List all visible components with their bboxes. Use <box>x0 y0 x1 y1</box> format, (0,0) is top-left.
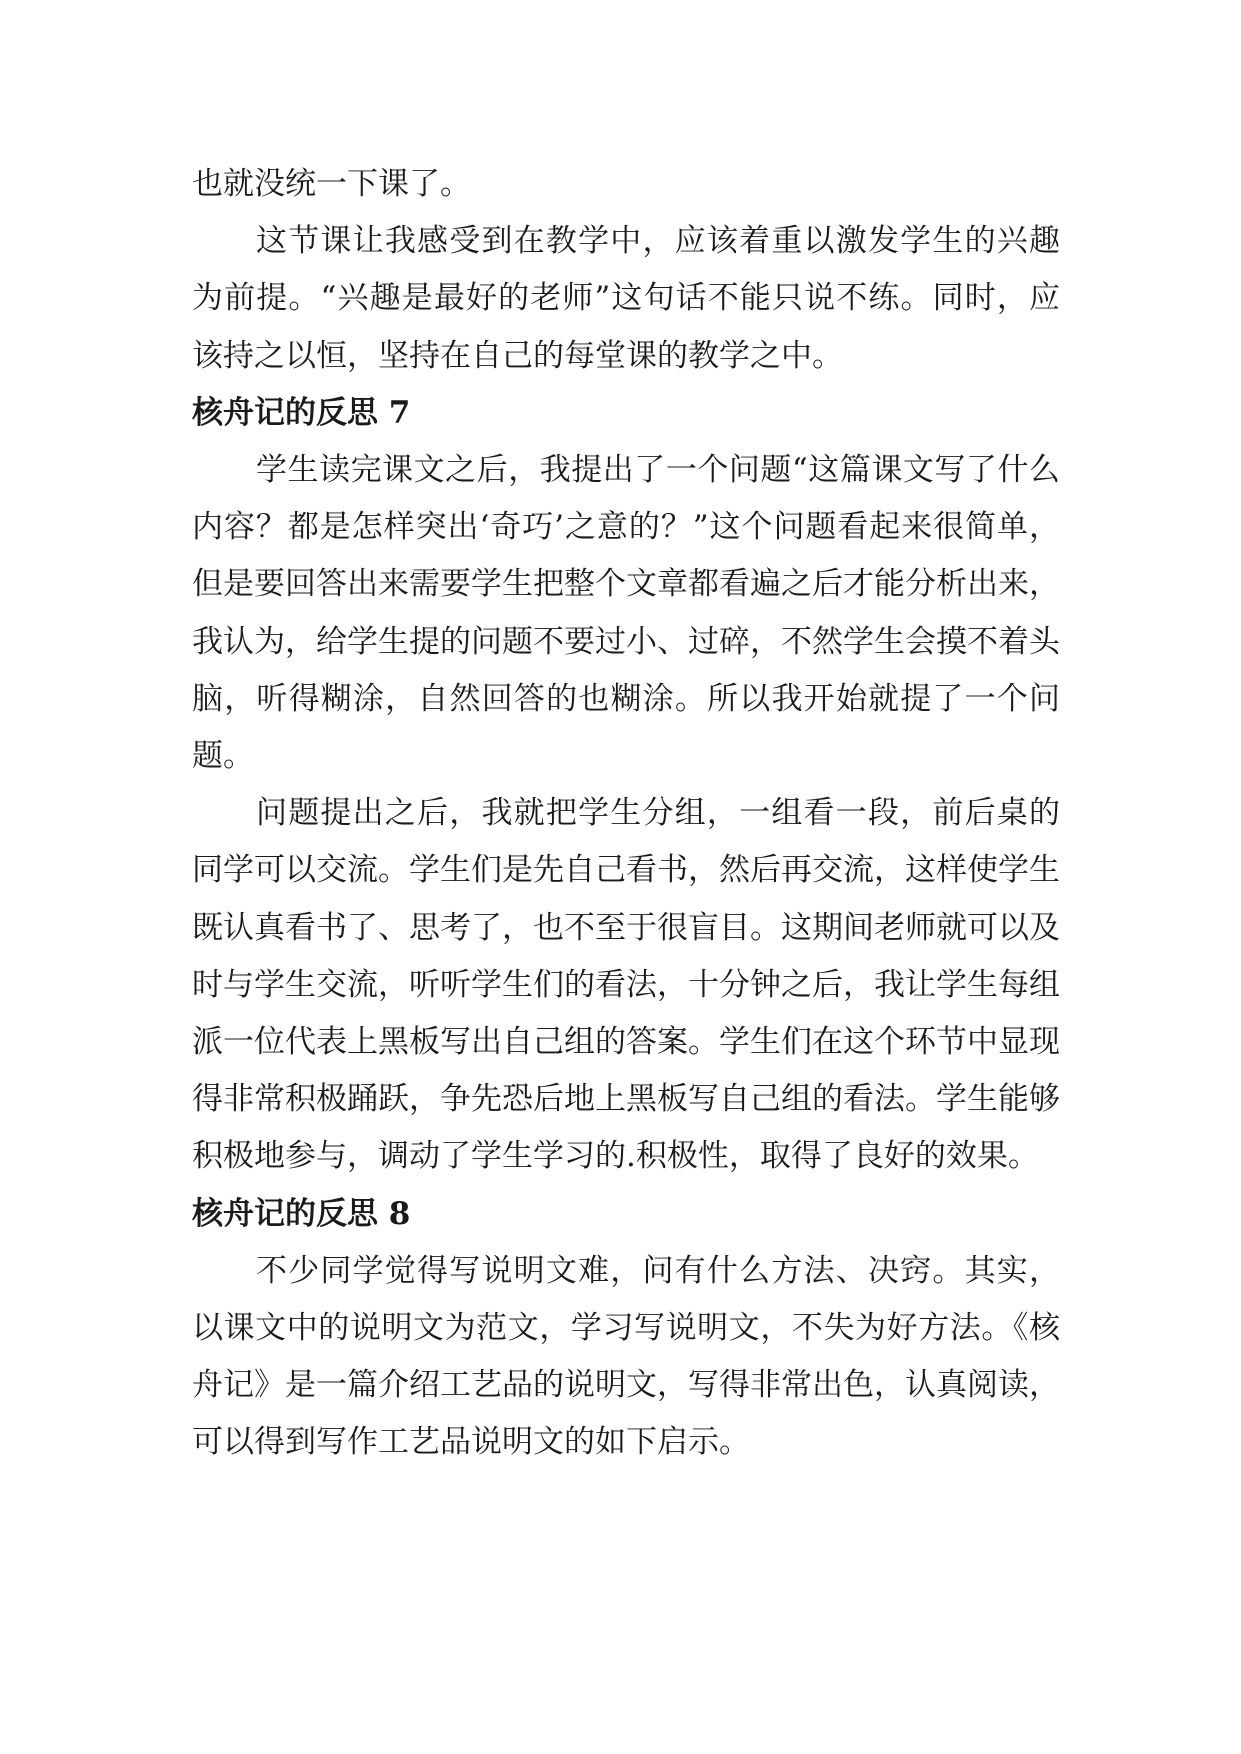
document-body <box>192 156 1060 1472</box>
paragraph-question: 学生读完课文之后，我提出了一个问题“这篇课文写了什么内容？都是怎样突出‘奇巧’之意的？”这个问题看起来很简单，但是要回答出来需要学生把整个文章都看遍之后才能分析出来，我认为，给学生提的问题不要过小、过碎，不然学生会摸不着头脑，听得糊涂，自然回答的也糊涂。所以我开始就提了一个问题。 <box>192 452 1060 775</box>
paragraph-interest-reflection: 这节课让我感受到在教学中，应该着重以激发学生的兴趣为前提。“兴趣是最好的老师”这句话不能只说不练。同时，应该持之以恒，坚持在自己的每堂课的教学之中。 <box>192 223 1060 374</box>
section-heading-8: 核舟记的反思 8 <box>192 1195 411 1232</box>
section-heading-7: 核舟记的反思 7 <box>192 394 411 431</box>
paragraph-continuation: 也就没统一下课了。 <box>192 166 471 202</box>
paragraph-expository-writing: 不少同学觉得写说明文难，问有什么方法、决窍。其实，以课文中的说明文为范文，学习写说明文，不失为好方法。《核舟记》是一篇介绍工艺品的说明文，写得非常出色，认真阅读，可以得到写作工艺品说明文的如下启示。 <box>192 1252 1060 1461</box>
paragraph-group-work: 问题提出之后，我就把学生分组，一组看一段，前后桌的同学可以交流。学生们是先自己看书，然后再交流，这样使学生既认真看书了、思考了，也不至于很盲目。这期间老师就可以及时与学生交流，听听学生们的看法，十分钟之后，我让学生每组派一位代表上黑板写出自己组的答案。学生们在这个环节中显现得非常积极踊跃，争先恐后地上黑板写自己组的看法。学生能够积极地参与，调动了学生学习的.积极性，取得了良好的效果。 <box>192 795 1060 1175</box>
